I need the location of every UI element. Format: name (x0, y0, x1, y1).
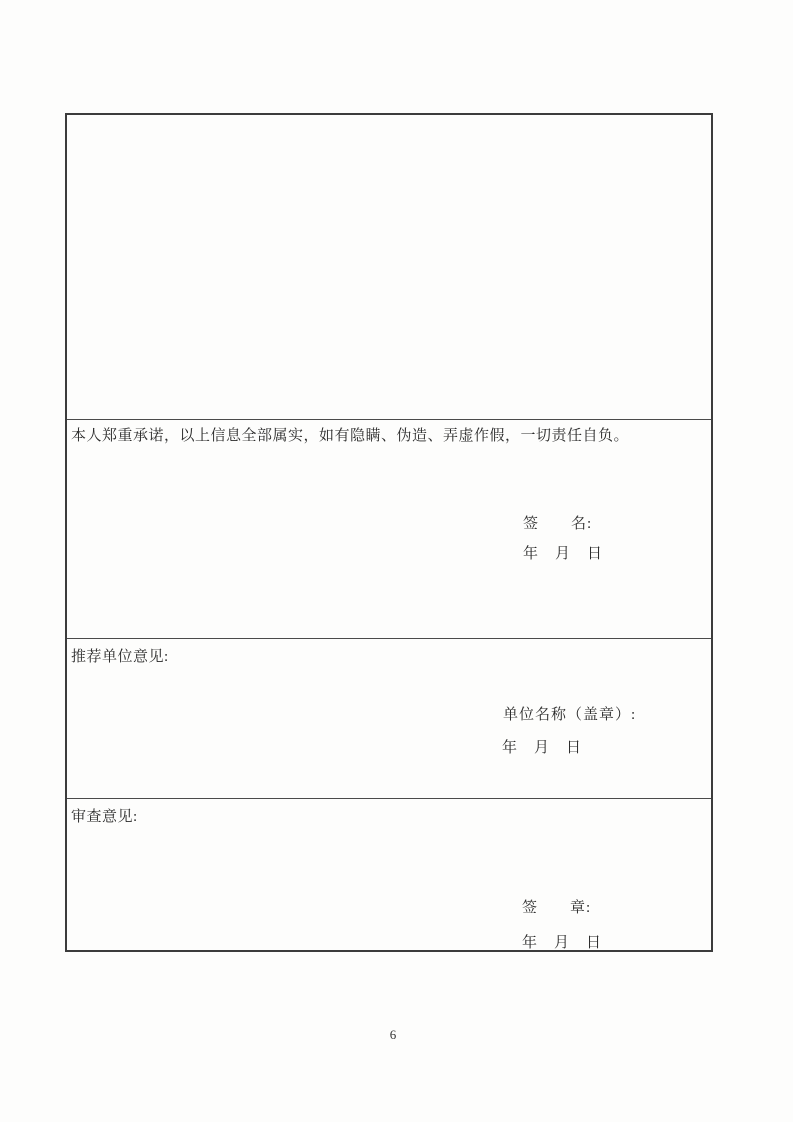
declaration-date-label: 年 月 日 (523, 546, 604, 562)
declaration-signature-label: 签 名: (523, 516, 593, 532)
review-section (67, 799, 711, 950)
review-title: 审查意见: (71, 809, 138, 825)
recommendation-date-label: 年 月 日 (502, 740, 583, 756)
declaration-section (67, 420, 711, 639)
empty-section (67, 115, 711, 420)
application-form-table (65, 113, 713, 952)
recommendation-title: 推荐单位意见: (71, 649, 169, 665)
recommendation-unit-seal-label: 单位名称（盖章）: (503, 707, 637, 723)
page-number: 6 (389, 1027, 397, 1042)
declaration-statement: 本人郑重承诺，以上信息全部属实，如有隐瞒、伪造、弄虚作假，一切责任自负。 (71, 428, 630, 444)
review-date-label: 年 月 日 (522, 935, 603, 951)
review-sign-seal-label: 签 章: (522, 900, 592, 916)
recommendation-section (67, 639, 711, 799)
